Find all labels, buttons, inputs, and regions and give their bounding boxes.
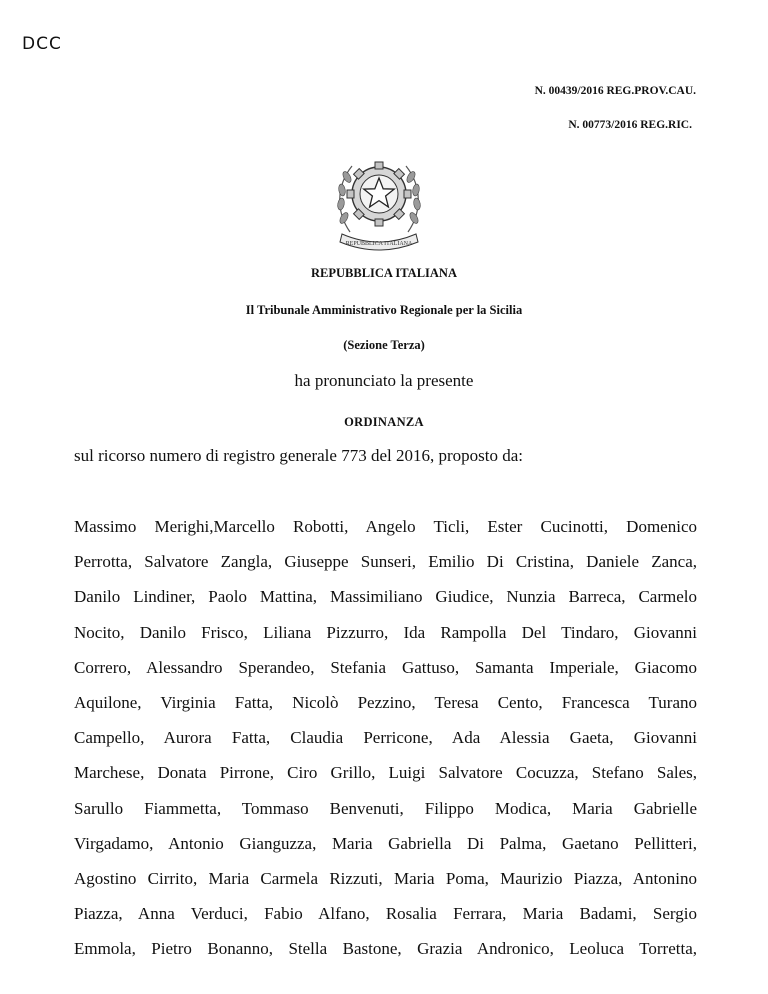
parties-line: Perrotta, Salvatore Zangla, Giuseppe Sunseri, Emilio Di Cristina, Daniele Zanca, — [74, 552, 697, 572]
parties-line: Nocito, Danilo Frisco, Liliana Pizzurro, Ida Rampolla Del Tindaro, Giovanni — [74, 622, 697, 642]
republic-heading: REPUBBLICA ITALIANA — [311, 266, 457, 280]
tribunal-heading: Il Tribunale Amministrativo Regionale per la Sicilia — [245, 303, 523, 317]
parties-paragraph — [74, 509, 697, 966]
corner-tag: DCC — [22, 34, 62, 54]
parties-line: Danilo Lindiner, Paolo Mattina, Massimiliano Giudice, Nunzia Barreca, Carmelo — [74, 587, 697, 607]
pronounced-line: ha pronunciato la presente — [294, 371, 474, 390]
section-heading: (Sezione Terza) — [343, 338, 425, 352]
parties-line: Aquilone, Virginia Fatta, Nicolò Pezzino, Teresa Cento, Francesca Turano — [74, 692, 697, 712]
parties-line: Massimo Merighi,Marcello Robotti, Angelo Ticli, Ester Cucinotti, Domenico — [74, 517, 697, 536]
parties-line: Marchese, Donata Pirrone, Ciro Grillo, Luigi Salvatore Cocuzza, Stefano Sales, — [74, 763, 697, 783]
emblem-ribbon-text: REPUBBLICA ITALIANA — [345, 241, 413, 247]
parties-line: Emmola, Pietro Bonanno, Stella Bastone, Grazia Andronico, Leoluca Torretta, — [74, 939, 697, 959]
parties-line: Sarullo Fiammetta, Tommaso Benvenuti, Filippo Modica, Maria Gabrielle — [74, 798, 697, 818]
parties-line: Virgadamo, Antonio Gianguzza, Maria Gabriella Di Palma, Gaetano Pellitteri, — [74, 833, 697, 853]
parties-line: Campello, Aurora Fatta, Claudia Perricone, Ada Alessia Gaeta, Giovanni — [74, 728, 697, 748]
case-references — [535, 86, 696, 131]
case-ref-ric: N. 00773/2016 REG.RIC. — [568, 118, 692, 131]
intro-line: sul ricorso numero di registro generale 773 del 2016, proposto da: — [74, 446, 523, 465]
case-ref-prov-cau: N. 00439/2016 REG.PROV.CAU. — [534, 85, 696, 97]
document-type-heading: ORDINANZA — [344, 415, 424, 429]
parties-line: Correro, Alessandro Sperandeo, Stefania Gattuso, Samanta Imperiale, Giacomo — [74, 657, 697, 677]
parties-line: Piazza, Anna Verduci, Fabio Alfano, Rosalia Ferrara, Maria Badami, Sergio — [74, 904, 697, 924]
italian-republic-emblem-icon — [332, 146, 426, 252]
parties-line: Agostino Cirrito, Maria Carmela Rizzuti, Maria Poma, Maurizio Piazza, Antonino — [74, 868, 697, 888]
